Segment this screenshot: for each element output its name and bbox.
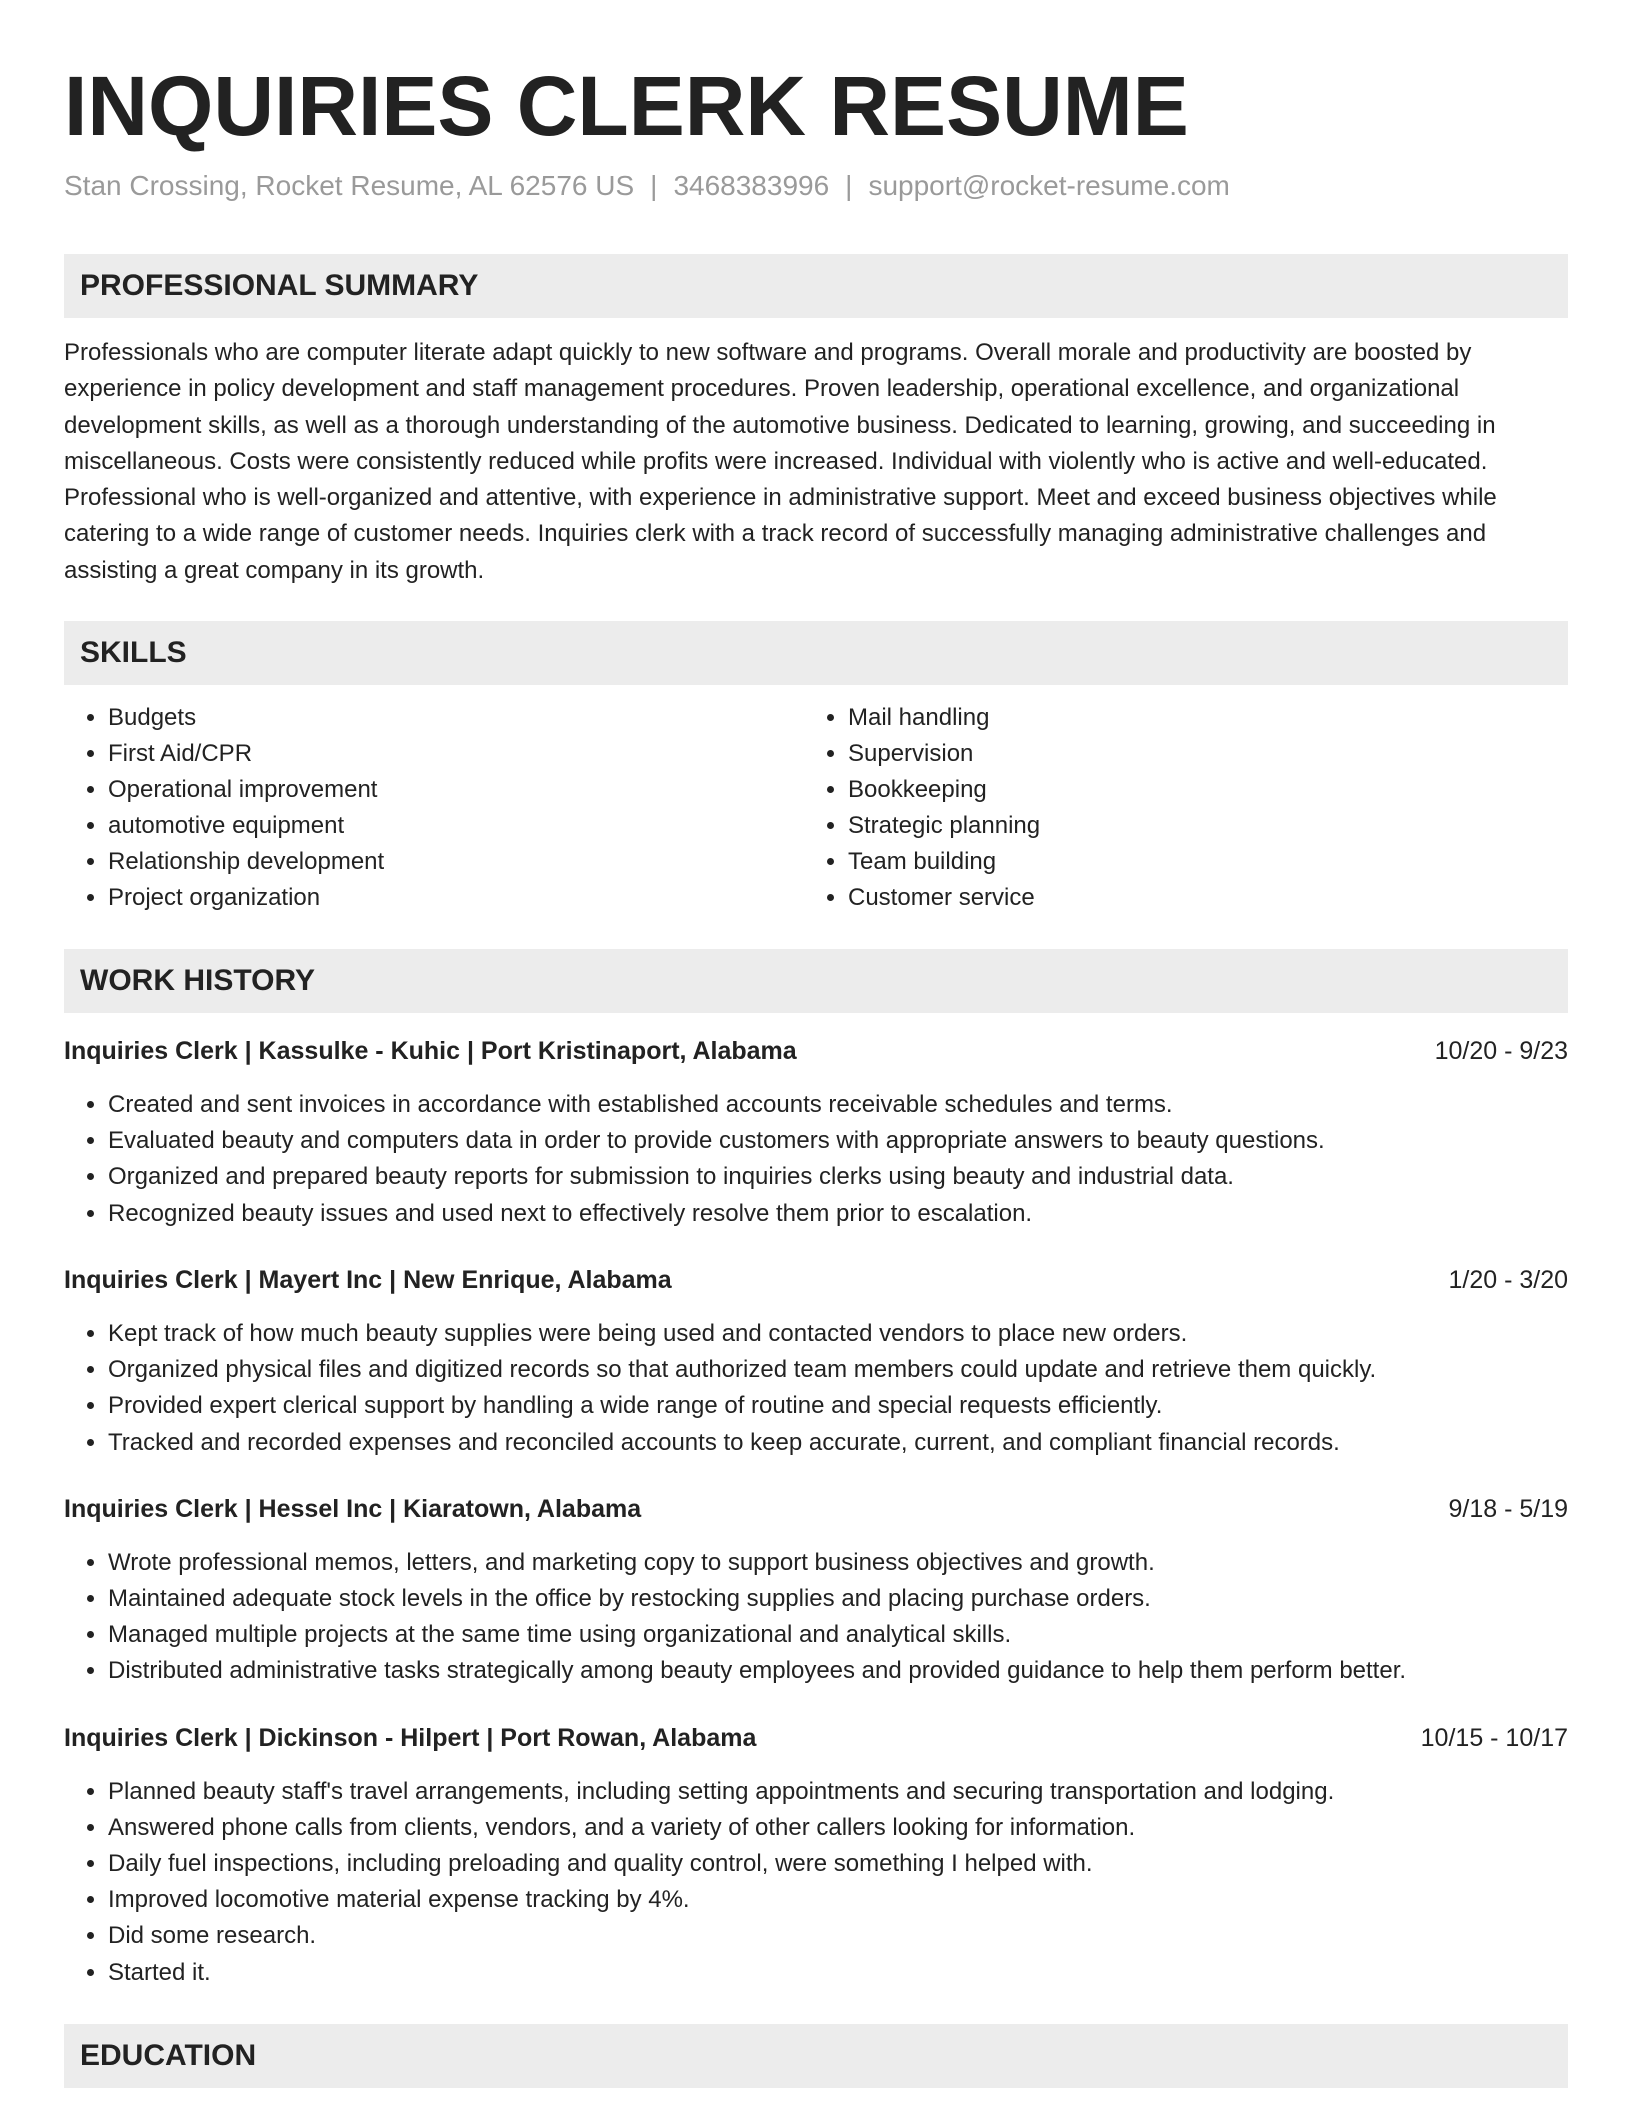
job-entry: [64, 1720, 1568, 1991]
section-header: [64, 254, 1568, 318]
job-bullet: • Recognized beauty issues and used next to effectively resolve them prior to escalation.: [108, 1196, 1568, 1232]
education-heading: EDUCATION: [80, 2038, 257, 2072]
job-bullet: • Daily fuel inspections, including preloading and quality control, were something I helped with.: [108, 1846, 1568, 1882]
job-bullet: • Improved locomotive material expense tracking by 4%.: [108, 1882, 1568, 1918]
job-header: [64, 1491, 1568, 1527]
work-history-section: [64, 949, 1568, 1991]
resume-title: INQUIRIES CLERK RESUME: [64, 59, 1189, 153]
job-title: Inquiries Clerk | Hessel Inc | Kiaratown, Alabama: [64, 1494, 642, 1523]
job-bullet: • Organized and prepared beauty reports for submission to inquiries clerks using beauty and industrial data.: [108, 1159, 1568, 1195]
education-section: [64, 2024, 1568, 2088]
summary-text: Professionals who are computer literate adapt quickly to new software and programs. Overall morale and productivity are boosted by experience in policy development and staff management procedures. Proven leadership, operational excellence, and organizational development skills, as well as a thorough understanding of the automotive business. Dedicated to learning, growing, and succeeding in miscellaneous. Costs were consistently reduced while profits were increased. Individual with violently who is active and well-educated. Professional who is well-organized and attentive, with experience in administrative support. Meet and exceed business objectives while catering to a wide range of customer needs. Inquiries clerk with a track record of successfully managing administrative challenges and assisting a great company in its growth.: [64, 339, 1497, 584]
job-bullet: • Started it.: [108, 1955, 1568, 1991]
job-entry: [64, 1033, 1568, 1232]
skills-section: [64, 621, 1568, 916]
job-bullet: • Distributed administrative tasks strategically among beauty employees and provided guidance to help them perform better.: [108, 1653, 1568, 1689]
skills-column-left: [64, 700, 804, 916]
section-header: [64, 621, 1568, 685]
job-dates: 10/20 - 9/23: [1434, 1037, 1568, 1066]
work-history-heading: WORK HISTORY: [80, 964, 316, 998]
skill-item: • Budgets: [108, 700, 804, 736]
job-bullet: • Kept track of how much beauty supplies were being used and contacted vendors to place new orders.: [108, 1316, 1568, 1352]
skill-item: • Team building: [848, 844, 1544, 880]
contact-address: Stan Crossing, Rocket Resume, AL 62576 US: [64, 170, 635, 201]
skills-column-right: [804, 700, 1544, 916]
resume-page: [64, 0, 1568, 2088]
job-bullets: [64, 1087, 1568, 1232]
skill-item: • Project organization: [108, 880, 804, 916]
job-bullet: • Managed multiple projects at the same time using organizational and analytical skills.: [108, 1617, 1568, 1653]
contact-separator: |: [650, 170, 658, 201]
job-dates: 1/20 - 3/20: [1448, 1265, 1568, 1294]
job-bullet: • Organized physical files and digitized records so that authorized team members could update and retrieve them quickly.: [108, 1352, 1568, 1388]
job-bullet: • Maintained adequate stock levels in the office by restocking supplies and placing purchase orders.: [108, 1581, 1568, 1617]
skill-item: • Customer service: [848, 880, 1544, 916]
job-bullet: • Wrote professional memos, letters, and marketing copy to support business objectives and growth.: [108, 1545, 1568, 1581]
job-title: Inquiries Clerk | Dickinson - Hilpert | Port Rowan, Alabama: [64, 1723, 757, 1752]
section-header: [64, 2024, 1568, 2088]
job-bullet: • Provided expert clerical support by handling a wide range of routine and special requests efficiently.: [108, 1388, 1568, 1424]
contact-line: [64, 168, 1568, 204]
skill-item: • Relationship development: [108, 844, 804, 880]
summary-section: [64, 254, 1568, 589]
job-bullet: • Created and sent invoices in accordance with established accounts receivable schedules and terms.: [108, 1087, 1568, 1123]
job-title: Inquiries Clerk | Mayert Inc | New Enrique, Alabama: [64, 1265, 672, 1294]
skill-item: • Operational improvement: [108, 772, 804, 808]
job-header: [64, 1033, 1568, 1069]
job-bullet: • Evaluated beauty and computers data in order to provide customers with appropriate answers to beauty questions.: [108, 1123, 1568, 1159]
job-bullet: • Tracked and recorded expenses and reconciled accounts to keep accurate, current, and compliant financial records.: [108, 1425, 1568, 1461]
contact-phone: 3468383996: [673, 170, 830, 201]
skill-item: • Strategic planning: [848, 808, 1544, 844]
skill-item: • Mail handling: [848, 700, 1544, 736]
skills-grid: [64, 700, 1568, 916]
skills-heading: SKILLS: [80, 636, 187, 670]
contact-separator: |: [845, 170, 853, 201]
skill-item: • automotive equipment: [108, 808, 804, 844]
contact-email: support@rocket-resume.com: [868, 170, 1230, 201]
job-bullets: [64, 1545, 1568, 1690]
job-header: [64, 1262, 1568, 1298]
summary-heading: PROFESSIONAL SUMMARY: [80, 269, 479, 302]
job-bullet: • Planned beauty staff's travel arrangements, including setting appointments and securing transportation and lodging.: [108, 1774, 1568, 1810]
job-bullets: [64, 1774, 1568, 1991]
job-entry: [64, 1491, 1568, 1690]
skill-item: • First Aid/CPR: [108, 736, 804, 772]
job-dates: 10/15 - 10/17: [1420, 1723, 1568, 1752]
job-bullet: • Answered phone calls from clients, vendors, and a variety of other callers looking for information.: [108, 1810, 1568, 1846]
job-header: [64, 1720, 1568, 1756]
job-title: Inquiries Clerk | Kassulke - Kuhic | Port Kristinaport, Alabama: [64, 1037, 797, 1066]
job-bullets: [64, 1316, 1568, 1461]
job-bullet: • Did some research.: [108, 1918, 1568, 1954]
job-dates: 9/18 - 5/19: [1448, 1494, 1568, 1523]
skill-item: • Supervision: [848, 736, 1544, 772]
job-entry: [64, 1262, 1568, 1461]
section-header: [64, 949, 1568, 1013]
skill-item: • Bookkeeping: [848, 772, 1544, 808]
